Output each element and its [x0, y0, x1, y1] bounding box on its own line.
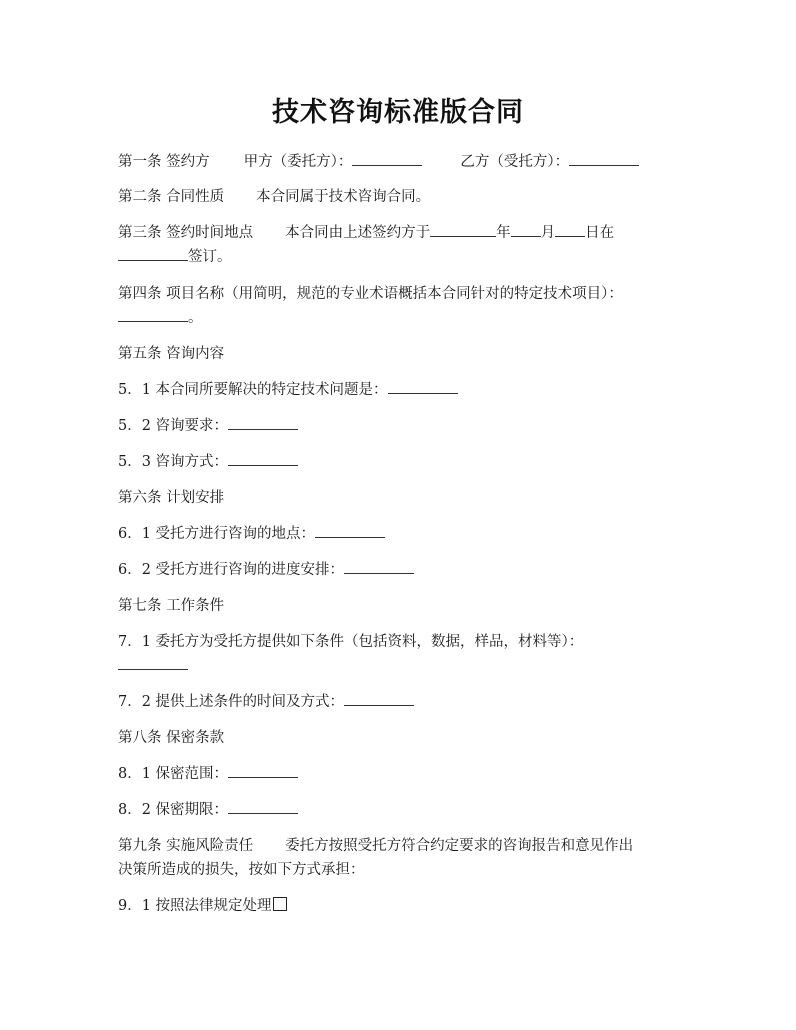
article-3-text: 本合同由上述签约方于: [285, 225, 431, 241]
clause-7-2-blank[interactable]: [344, 691, 414, 706]
day-blank[interactable]: [555, 222, 585, 237]
clause-8-2: [118, 798, 678, 822]
article-2-text: 本合同属于技术咨询合同。: [256, 189, 431, 205]
clause-8-2-text: 8．2 保密期限：: [118, 802, 229, 818]
article-9-label: 第九条 实施风险责任: [118, 838, 254, 854]
clause-8-1-text: 8．1 保密范围：: [118, 766, 229, 782]
article-1: [118, 150, 678, 174]
clause-7-2-text: 7．2 提供上述条件的时间及方式：: [118, 694, 345, 710]
article-9-text1: 委托方按照受托方符合约定要求的咨询报告和意见作出: [285, 838, 634, 854]
year-label: 年: [496, 225, 511, 241]
clause-5-3-text: 5．3 咨询方式：: [118, 454, 229, 470]
clause-5-2-text: 5．2 咨询要求：: [118, 418, 229, 434]
article-9: [118, 834, 678, 858]
party-b-label: 乙方（受托方）：: [460, 154, 570, 170]
clause-9-1-checkbox[interactable]: [273, 897, 287, 911]
article-9-text2: 决策所造成的损失，按如下方式承担：: [118, 862, 365, 878]
article-4-end: 。: [188, 310, 203, 326]
clause-7-1-cont: [118, 654, 678, 678]
clause-5-3-blank[interactable]: [228, 451, 298, 466]
article-6-label: 第六条 计划安排: [118, 490, 225, 506]
clause-6-1-blank[interactable]: [315, 523, 385, 538]
party-b-blank[interactable]: [569, 151, 639, 166]
article-2-label: 第二条 合同性质: [118, 189, 225, 205]
clause-7-1-text: 7．1 委托方为受托方提供如下条件（包括资料，数据，样品，材料等）：: [118, 634, 584, 650]
clause-7-1-blank[interactable]: [118, 655, 188, 670]
article-8-label: 第八条 保密条款: [118, 730, 225, 746]
article-4-label: 第四条 项目名称（用简明，规范的专业术语概括本合同针对的特定技术项目）：: [118, 286, 623, 302]
clause-6-1: [118, 522, 678, 546]
party-a-blank[interactable]: [352, 151, 422, 166]
clause-5-3: [118, 450, 678, 474]
article-3-label: 第三条 签约时间地点: [118, 225, 254, 241]
clause-7-2: [118, 690, 678, 714]
clause-5-1-text: 5．1 本合同所要解决的特定技术问题是：: [118, 382, 388, 398]
clause-6-1-text: 6．1 受托方进行咨询的地点：: [118, 526, 316, 542]
clause-5-1: [118, 378, 678, 402]
party-a-label: 甲方（委托方）：: [243, 154, 353, 170]
clause-8-1-blank[interactable]: [228, 763, 298, 778]
clause-5-2-blank[interactable]: [228, 415, 298, 430]
article-3-cont: [118, 245, 678, 269]
clause-9-1-text: 9．1 按照法律规定处理: [118, 898, 272, 914]
article-3: [118, 221, 678, 245]
clause-5-2: [118, 414, 678, 438]
article-4-cont: [118, 306, 678, 330]
clause-6-2: [118, 558, 678, 582]
clause-6-2-blank[interactable]: [344, 559, 414, 574]
article-2: [118, 185, 678, 209]
clause-6-2-text: 6．2 受托方进行咨询的进度安排：: [118, 562, 345, 578]
page-title: 技术咨询标准版合同: [272, 97, 524, 128]
clause-9-1: [118, 894, 678, 918]
year-blank[interactable]: [430, 222, 496, 237]
month-blank[interactable]: [511, 222, 541, 237]
day-label: 日在: [585, 225, 615, 241]
clause-8-1: [118, 762, 678, 786]
clause-8-2-blank[interactable]: [228, 799, 298, 814]
article-3-end: 签订。: [188, 249, 232, 265]
article-4: [118, 282, 678, 306]
article-5-label: 第五条 咨询内容: [118, 346, 225, 362]
month-label: 月: [540, 225, 556, 241]
place-blank[interactable]: [118, 246, 188, 261]
article-7-label: 第七条 工作条件: [118, 598, 225, 614]
clause-7-1: [118, 630, 678, 654]
project-name-blank[interactable]: [118, 307, 188, 322]
clause-5-1-blank[interactable]: [388, 379, 458, 394]
article-1-label: 第一条 签约方: [118, 154, 210, 170]
